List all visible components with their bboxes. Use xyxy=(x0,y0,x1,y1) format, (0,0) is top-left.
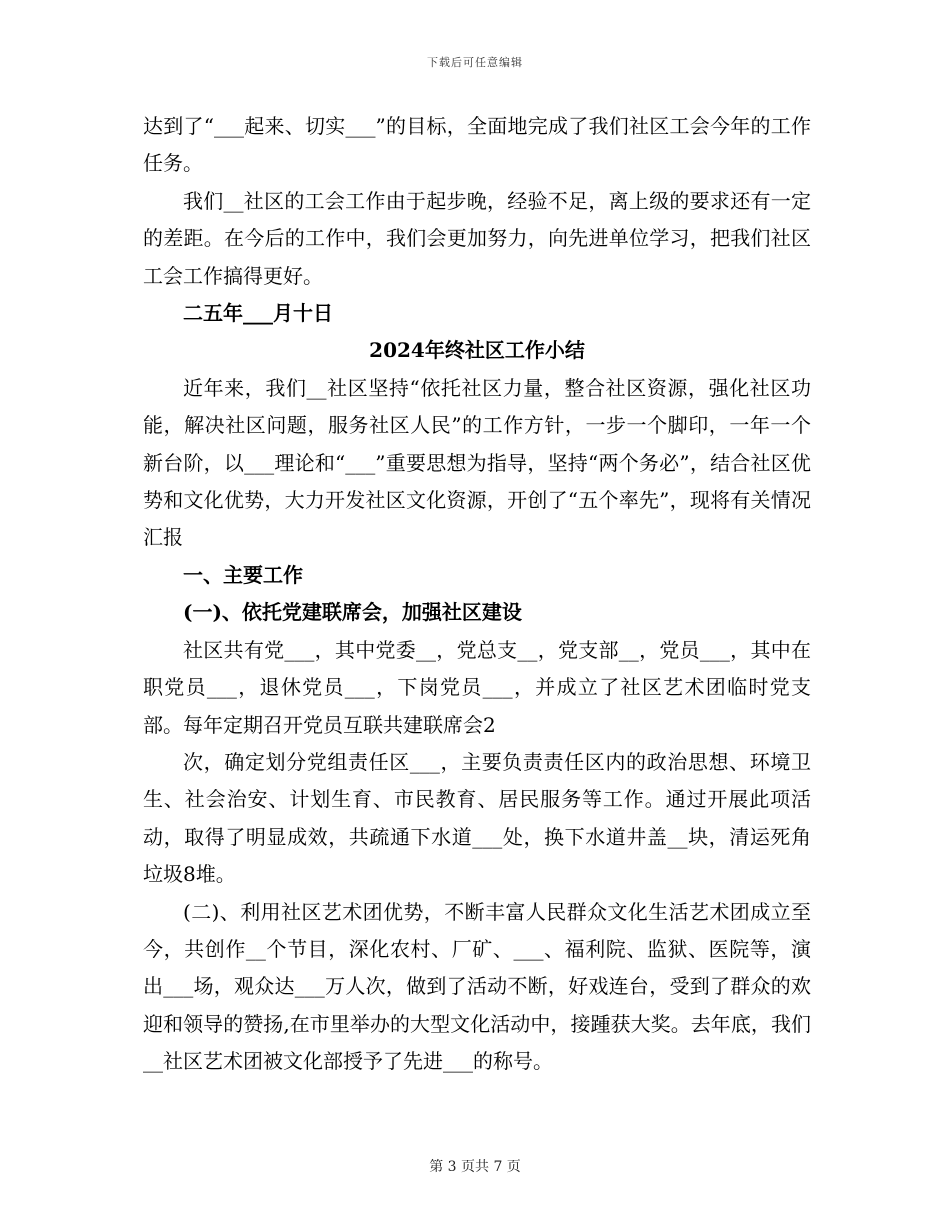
paragraph-responsibility-areas: 次，确定划分党组责任区___，主要负责责任区内的政治思想、环境卫生、社会治安、计划生育、市民教育、居民服务等工作。通过开展此项活动，取得了明显成效，共疏通下水道___处，换下水道井盖__块，清运死角垃圾8堆。 xyxy=(143,749,811,887)
page-footer: 第 3 页共 7 页 xyxy=(429,1159,521,1175)
subsection-heading-party-building: (一)、依托党建联席会，加强社区建设 xyxy=(183,600,522,625)
paragraph-party-members: 社区共有党___，其中党委__，党总支__，党支部__，党员___，其中在职党员___，退休党员___，下岗党员___，并成立了社区艺术团临时党支部。每年定期召开党员互联共建联席会2 xyxy=(143,637,811,737)
section-heading-main-work: 一、主要工作 xyxy=(183,562,303,587)
paragraph-intro: 近年来，我们__社区坚持“依托社区力量，整合社区资源，强化社区功能，解决社区问题，服务社区人民”的工作方针，一步一个脚印，一年一个新台阶，以___理论和“___”重要思想为指导，坚持“两个务必”，结合社区优势和文化优势，大力开发社区文化资源，开创了“五个率先”，现将有关情况汇报 xyxy=(143,375,811,550)
paragraph-continuation: 达到了“___起来、切实___”的目标，全面地完成了我们社区工会今年的工作任务。 xyxy=(143,114,811,176)
date-line: 二五年___月十日 xyxy=(183,301,333,326)
page-header: 下载后可任意编辑 xyxy=(427,56,523,69)
document-title: 2024年终社区工作小结 xyxy=(369,338,585,363)
paragraph-art-troupe: (二)、利用社区艺术团优势，不断丰富人民群众文化生活艺术团成立至今，共创作__个节目，深化农村、厂矿、___、福利院、监狱、医院等，演出___场，观众达___万人次，做到了活动不断，好戏连台，受到了群众的欢迎和领导的赞扬,在市里举办的大型文化活动中，接踵获大奖。去年底，我们__社区艺术团被文化部授予了先进___的称号。 xyxy=(143,899,811,1074)
paragraph-shortcomings: 我们__社区的工会工作由于起步晚，经验不足，离上级的要求还有一定的差距。在今后的工作中，我们会更加努力，向先进单位学习，把我们社区工会工作搞得更好。 xyxy=(143,188,811,288)
document-body xyxy=(143,108,811,1081)
